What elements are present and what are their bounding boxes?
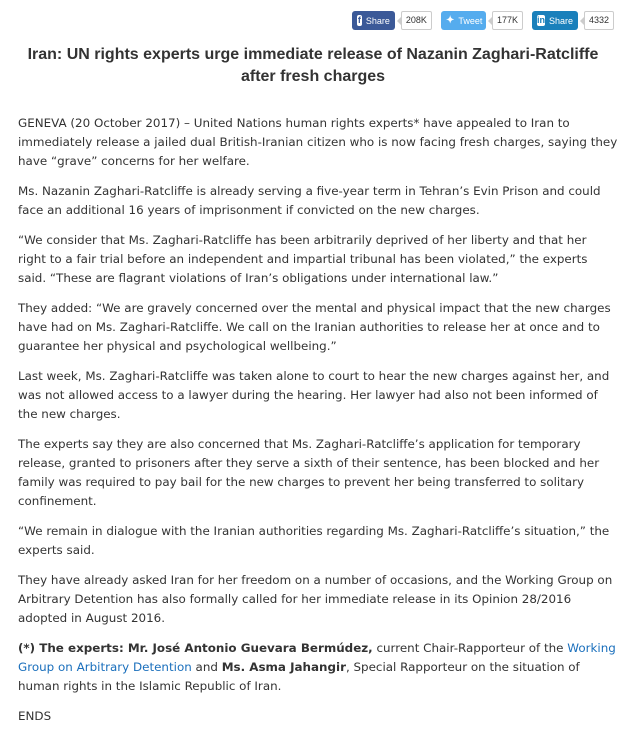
paragraph-dateline: GENEVA (20 October 2017) – United Nations human rights experts* have appealed to Iran to immediately release a jailed dual British-Iranian citizen who is now facing fresh charges, saying they have “grave” concerns for her welfare.	[18, 116, 618, 168]
experts-note	[18, 639, 618, 696]
experts-note-text: current Chair-Rapporteur of the	[372, 641, 568, 655]
linkedin-share-label: Share	[548, 15, 573, 26]
facebook-icon: f	[357, 15, 361, 25]
ends-marker: ENDS	[18, 709, 52, 723]
paragraph: “We remain in dialogue with the Iranian authorities regarding Ms. Zaghari-Ratcliffe’s situation,” the experts said.	[18, 524, 610, 557]
article-body	[18, 114, 618, 737]
facebook-share-count: 208K	[401, 11, 432, 30]
experts-note-text: , Special Rapporteur on the situation of human rights in the Islamic Republic of Iran.	[18, 660, 580, 693]
twitter-tweet-label: Tweet	[458, 15, 483, 26]
twitter-bird-icon: ✦	[445, 15, 455, 26]
article-title: Iran: UN rights experts urge immediate release of Nazanin Zaghari-Ratcliffe after fresh charges	[27, 46, 599, 85]
linkedin-share-button[interactable]	[532, 11, 578, 30]
facebook-share-label: Share	[365, 15, 390, 26]
paragraph: “We consider that Ms. Zaghari-Ratcliffe has been arbitrarily deprived of her liberty and that her right to a fair trial before an independent and impartial tribunal has been violated,” the experts said. “These are flagrant violations of Iran’s obligations under international law.”	[18, 233, 588, 285]
paragraph: They added: “We are gravely concerned over the mental and physical impact that the new charges have had on Ms. Zaghari-Ratcliffe. We call on the Iranian authorities to release her at once and to guarantee her physical and psychological wellbeing.”	[18, 301, 611, 353]
experts-note-text: and	[191, 660, 222, 674]
linkedin-icon: in	[536, 15, 545, 25]
experts-note-lead: (*) The experts: Mr. José Antonio Guevara Bermúdez,	[18, 641, 373, 655]
share-bar	[343, 11, 614, 30]
paragraph: Ms. Nazanin Zaghari-Ratcliffe is already serving a five-year term in Tehran’s Evin Prison and could face an additional 16 years of imprisonment if convicted on the new charges.	[18, 184, 601, 217]
twitter-tweet-button[interactable]	[441, 11, 486, 30]
facebook-share-group	[352, 11, 432, 30]
twitter-share-group	[441, 11, 523, 30]
linkedin-share-group	[532, 11, 614, 30]
paragraph: Last week, Ms. Zaghari-Ratcliffe was taken alone to court to hear the new charges against her, and was not allowed access to a lawyer during the hearing. Her lawyer had also not been informed of the new charges.	[18, 369, 610, 421]
linkedin-share-count: 4332	[584, 11, 614, 30]
experts-note-name: Ms. Asma Jahangir	[221, 660, 346, 674]
working-group-link[interactable]: Working Group on Arbitrary Detention	[18, 641, 616, 674]
facebook-share-button[interactable]	[352, 11, 395, 30]
paragraph: They have already asked Iran for her freedom on a number of occasions, and the Working Group on Arbitrary Detention has also formally called for her immediate release in its Opinion 28/2016 adopted in August 2016.	[18, 573, 613, 625]
twitter-share-count: 177K	[492, 11, 523, 30]
paragraph: The experts say they are also concerned that Ms. Zaghari-Ratcliffe’s application for temporary release, granted to prisoners after they serve a sixth of their sentence, has been blocked and her family was required to pay bail for the new charges to prevent her being transferred to solitary confinement.	[18, 437, 600, 508]
